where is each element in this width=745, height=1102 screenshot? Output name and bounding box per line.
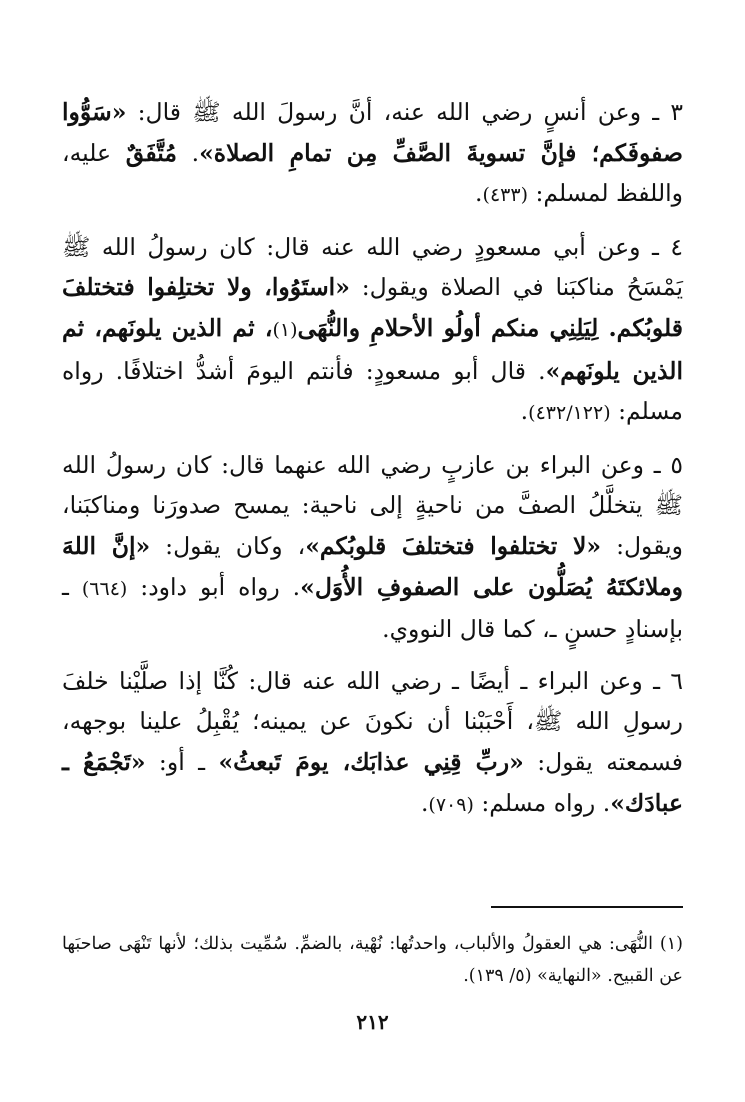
paragraph-hadith-3 (62, 92, 683, 216)
narration-text: . (520, 397, 529, 426)
hadith-quote: «إنَّ اللهَ وملائكتَهُ يُصَلُّون على الصفوفِ الأُوَل» (62, 531, 683, 601)
reference-number: (١) (272, 318, 298, 341)
hadith-quote: مُتَّفَقٌ (125, 138, 177, 167)
paragraph-hadith-6 (62, 661, 683, 825)
main-text (62, 92, 683, 825)
hadith-quote: «تَجْمَعُ ـ عبادَك» (62, 747, 683, 817)
reference-number: (٤٣٢/١٢٢) (528, 402, 611, 425)
hadith-quote: «سَوُّوا صفوفَكم؛ فإنَّ تسويةَ الصَّفِّ مِن تمامِ الصلاة» (62, 98, 683, 167)
page-number: ٢١٢ (356, 1010, 389, 1034)
paragraph-hadith-4 (62, 227, 683, 434)
hadith-quote: ، ثم الذين يلونَهم، ثم الذين يلونَهم» (62, 313, 683, 385)
narration-text: عليه، واللفظ لمسلم: (62, 138, 683, 208)
narration-text: . (420, 788, 429, 817)
narration-text: ٦ ـ وعن البراء ـ أيضًا ـ رضي الله عنه قال: كُنَّا إذا صلَّيْنا خلفَ رسولِ الله ﷺ، أَحْبَبْنا أن نكونَ عن يمينه؛ يُقْبِلُ علينا بوجهه، فسمعته يقول: (62, 666, 684, 776)
hadith-quote: «لا تختلفوا فتختلفَ قلوبُكم» (305, 531, 602, 560)
narration-text: ، وكان يقول: (150, 531, 306, 560)
hadith-quote: «ربِّ قِنِي عذابَك، يومَ تَبعثُ» (218, 747, 524, 776)
narration-text: . (475, 179, 483, 208)
reference-number: (٧٠٩) (428, 793, 474, 816)
narration-text: . قال أبو مسعودٍ: فأنتم اليومَ أشدُّ اختلافًا. رواه مسلم: (62, 356, 683, 426)
narration-text: . رواه أبو داود: (127, 572, 301, 601)
narration-text: ـ بإسنادٍ حسنٍ ـ، كما قال النووي. (62, 572, 683, 644)
narration-text: ٥ ـ وعن البراء بن عازبٍ رضي الله عنهما قال: كان رسولُ الله ﷺ يتخلَّلُ الصفَّ من ناحيةٍ إلى ناحية: يمسح صدورَنا ومناكبَنا، ويقول: (62, 450, 683, 560)
narration-text: . (176, 138, 200, 167)
paragraph-hadith-5 (62, 445, 683, 650)
reference-number: (٤٣٣) (482, 184, 528, 207)
narration-text: ـ أو: (145, 747, 219, 776)
narration-text: . رواه مسلم: (473, 788, 611, 817)
narration-text: ٤ ـ وعن أبي مسعودٍ رضي الله عنه قال: كان رسولُ الله ﷺ يَمْسَحُ مناكبَنا في الصلاة ويقول: (62, 232, 683, 302)
footnote: (١) النُّهَى: هي العقولُ والألباب، واحدتُها: نُهْية، بالضمِّ. سُمِّيت بذلك؛ لأنها تَنْهَى صاحبَها عن القبيح. «النهاية» (٥/ ١٣٩). (62, 934, 683, 986)
narration-text: ٣ ـ وعن أنسٍ رضي الله عنه، أنَّ رسولَ الله ﷺ قال: (126, 98, 683, 126)
hadith-quote: «استَوُوا، ولا تختلِفوا فتختلفَ قلوبُكم. لِيَلِنِي منكم أولُو الأحلامِ والنُّهَى (62, 273, 683, 342)
reference-number: (٦٦٤) (81, 577, 128, 600)
footnote-separator (491, 906, 683, 908)
